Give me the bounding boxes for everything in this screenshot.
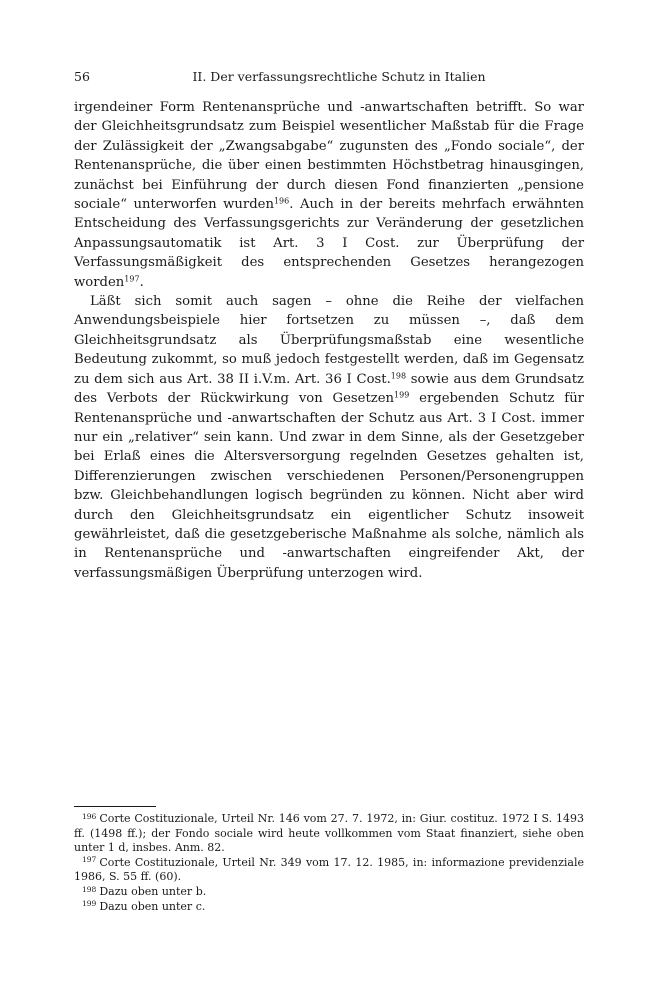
paragraph-1-text-b: . Auch in der bereits mehrfach erwähnten Entscheidung des Verfassungsgerichts zur Veränderung der gesetzlichen Anpassungsautomatik ist Art. 3 I Cost. zur Überprüfung der Verfassungsmäßigkeit des entsprechenden Gesetzes herangezogen worden xyxy=(74,197,584,290)
footnote xyxy=(74,900,584,915)
footnote-ref-199: 199 xyxy=(394,390,410,400)
footnote-number: 198 xyxy=(82,884,97,894)
footnote-text: Corte Costituzionale, Urteil Nr. 146 vom 27. 7. 1972, in: Giur. costituz. 1972 I S. 1493 ff. (1498 ff.); der Fondo sociale wird heute vollkommen vom Staat finanziert, siehe oben unter 1 d, insbes. Anm. 82. xyxy=(74,812,584,855)
footnote xyxy=(74,885,584,900)
footnote-divider xyxy=(74,806,156,807)
paragraph-2 xyxy=(74,292,584,583)
footnote xyxy=(74,812,584,856)
footnote-text: Dazu oben unter c. xyxy=(99,899,206,913)
footnote-text: Dazu oben unter b. xyxy=(99,884,207,898)
paragraph-1-text-c: . xyxy=(139,274,144,290)
footnote-ref-197: 197 xyxy=(124,274,140,284)
paragraph-2-text-a: Läßt sich somit auch sagen – ohne die Reihe der vielfachen Anwendungsbeispiele hier fortsetzen zu müssen –, daß dem Gleichheitsgrundsatz als Überprüfungsmaßstab eine wesentliche Bedeutung zukommt, so muß jedoch festgestellt werden, daß im Gegensatz zu dem sich aus Art. 38 II i.V.m. Art. 36 I Cost. xyxy=(74,294,584,387)
footnote-ref-196: 196 xyxy=(273,196,290,206)
paragraph-2-text-b: sowie aus dem Grundsatz des Verbots der Rückwirkung von Gesetzen xyxy=(74,371,584,407)
paragraph-2-text-c: ergebenden Schutz für Rentenansprüche und -anwartschaften der Schutz aus Art. 3 I Cost. immer nur ein „relativer“ sein kann. Und zwar in dem Sinne, als der Gesetzgeber bei Erlaß eines die Altersversorgung regelnden Gesetzes gehalten ist, Differenzierungen zwischen verschiedenen Personen/Personengruppen bzw. Gleichbehandlungen logisch begründen zu können. Nicht aber wird durch den Gleichheitsgrundsatz ein eigentlicher Schutz insoweit gewährleistet, daß die gesetzgeberische Maßnahme als solche, nämlich als in Rentenansprüche und -anwartschaften eingreifender Akt, der verfassungsmäßigen Überprüfung unterzogen wird. xyxy=(74,391,584,581)
page-header xyxy=(74,68,584,86)
footnote-ref-198: 198 xyxy=(390,371,407,381)
paragraph-1-text-a: irgendeiner Form Rentenansprüche und -anwartschaften betrifft. So war der Gleichheitsgrundsatz zum Beispiel wesentlicher Maßstab für die Frage der Zulässigkeit der „Zwangsabgabe“ zugunsten des „Fondo sociale“, der Rentenansprüche, die über einen bestimmten Höchstbetrag hinausgingen, zunächst bei Einführung der durch diesen Fond finanzierten „pensione sociale“ unterworfen wurden xyxy=(74,100,584,213)
running-title: II. Der verfassungsrechtliche Schutz in Italien xyxy=(192,69,486,84)
page-number: 56 xyxy=(74,69,90,84)
footnote xyxy=(74,856,584,885)
footnote-text: Corte Costituzionale, Urteil Nr. 349 vom 17. 12. 1985, in: informazione previdenziale 1986, S. 55 ff. (60). xyxy=(74,855,584,884)
footnote-number: 197 xyxy=(82,855,97,865)
footnotes xyxy=(74,812,584,914)
footnote-number: 196 xyxy=(82,811,97,821)
main-text xyxy=(74,98,584,583)
paragraph-1 xyxy=(74,98,584,292)
footnote-number: 199 xyxy=(82,899,97,909)
